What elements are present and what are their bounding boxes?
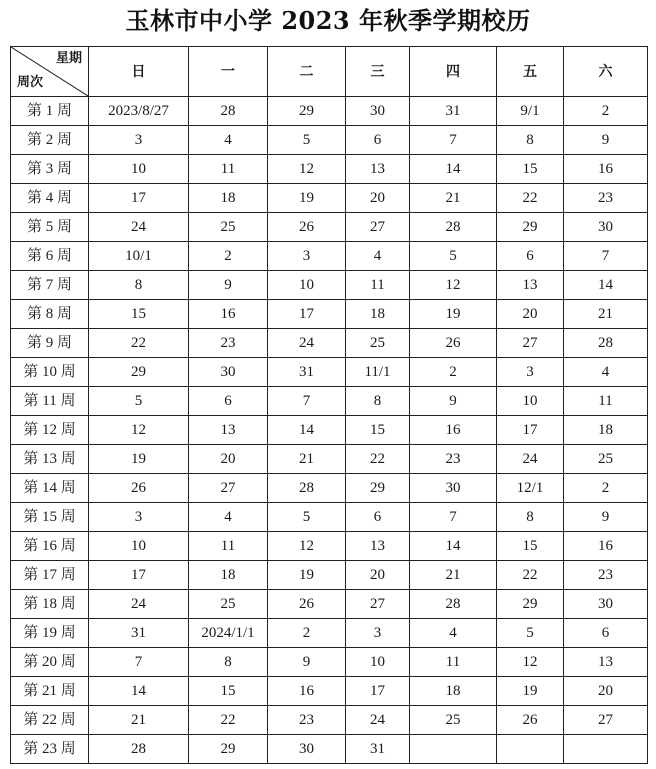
table-row — [11, 677, 648, 706]
date-cell-sat: 9 — [564, 503, 648, 532]
date-cell-sat: 7 — [564, 242, 648, 271]
table-row — [11, 619, 648, 648]
date-cell-tue: 14 — [268, 416, 346, 445]
date-cell-sat: 21 — [564, 300, 648, 329]
date-cell-tue: 26 — [268, 590, 346, 619]
page-title: 玉林市中小学 2023 年秋季学期校历 — [125, 6, 531, 35]
day-header-sat: 六 — [564, 47, 648, 97]
table-row — [11, 735, 648, 764]
day-header-thu: 四 — [410, 47, 497, 97]
date-cell-sun: 21 — [89, 706, 189, 735]
date-cell-thu: 7 — [410, 503, 497, 532]
date-cell-sat: 2 — [564, 474, 648, 503]
date-cell-wed: 11/1 — [346, 358, 410, 387]
date-cell-wed: 27 — [346, 590, 410, 619]
date-cell-wed: 11 — [346, 271, 410, 300]
date-cell-sun: 10 — [89, 532, 189, 561]
table-row — [11, 300, 648, 329]
date-cell-sat: 27 — [564, 706, 648, 735]
date-cell-sun: 12 — [89, 416, 189, 445]
date-cell-sun: 19 — [89, 445, 189, 474]
date-cell-thu: 25 — [410, 706, 497, 735]
date-cell-thu: 21 — [410, 184, 497, 213]
table-row — [11, 416, 648, 445]
date-cell-tue: 7 — [268, 387, 346, 416]
table-row — [11, 155, 648, 184]
date-cell-mon: 11 — [189, 155, 268, 184]
date-cell-sun: 26 — [89, 474, 189, 503]
date-cell-wed: 13 — [346, 532, 410, 561]
date-cell-wed: 27 — [346, 213, 410, 242]
day-header-tue: 二 — [268, 47, 346, 97]
date-cell-sun: 28 — [89, 735, 189, 764]
table-row — [11, 503, 648, 532]
table-row — [11, 561, 648, 590]
date-cell-mon: 11 — [189, 532, 268, 561]
date-cell-fri: 26 — [497, 706, 564, 735]
week-label: 第 15 周 — [11, 503, 89, 532]
week-label: 第 8 周 — [11, 300, 89, 329]
date-cell-sat: 23 — [564, 184, 648, 213]
date-cell-wed: 10 — [346, 648, 410, 677]
date-cell-wed: 13 — [346, 155, 410, 184]
date-cell-sun: 24 — [89, 213, 189, 242]
date-cell-fri: 15 — [497, 155, 564, 184]
date-cell-thu: 4 — [410, 619, 497, 648]
date-cell-fri: 29 — [497, 213, 564, 242]
date-cell-mon: 4 — [189, 503, 268, 532]
date-cell-mon: 30 — [189, 358, 268, 387]
week-label: 第 13 周 — [11, 445, 89, 474]
week-axis-label: 周次 — [17, 75, 44, 90]
week-label: 第 19 周 — [11, 619, 89, 648]
date-cell-thu: 19 — [410, 300, 497, 329]
date-cell-wed: 3 — [346, 619, 410, 648]
date-cell-tue: 26 — [268, 213, 346, 242]
date-cell-tue: 16 — [268, 677, 346, 706]
date-cell-fri: 9/1 — [497, 97, 564, 126]
date-cell-tue: 30 — [268, 735, 346, 764]
date-cell-wed: 29 — [346, 474, 410, 503]
date-cell-wed: 6 — [346, 126, 410, 155]
date-cell-tue: 19 — [268, 184, 346, 213]
week-label: 第 11 周 — [11, 387, 89, 416]
date-cell-sun: 10/1 — [89, 242, 189, 271]
date-cell-sun: 14 — [89, 677, 189, 706]
date-cell-mon: 18 — [189, 184, 268, 213]
date-cell-wed: 4 — [346, 242, 410, 271]
date-cell-thu — [410, 735, 497, 764]
date-cell-fri: 17 — [497, 416, 564, 445]
date-cell-wed: 8 — [346, 387, 410, 416]
date-cell-mon: 27 — [189, 474, 268, 503]
week-label: 第 14 周 — [11, 474, 89, 503]
date-cell-tue: 5 — [268, 503, 346, 532]
date-cell-sat: 28 — [564, 329, 648, 358]
date-cell-fri — [497, 735, 564, 764]
date-cell-fri: 13 — [497, 271, 564, 300]
date-cell-sat: 18 — [564, 416, 648, 445]
date-cell-tue: 19 — [268, 561, 346, 590]
date-cell-fri: 5 — [497, 619, 564, 648]
date-cell-tue: 10 — [268, 271, 346, 300]
date-cell-tue: 12 — [268, 532, 346, 561]
date-cell-thu: 14 — [410, 155, 497, 184]
date-cell-mon: 28 — [189, 97, 268, 126]
date-cell-mon: 15 — [189, 677, 268, 706]
date-cell-thu: 11 — [410, 648, 497, 677]
date-cell-thu: 30 — [410, 474, 497, 503]
week-label: 第 2 周 — [11, 126, 89, 155]
date-cell-tue: 9 — [268, 648, 346, 677]
date-cell-fri: 12/1 — [497, 474, 564, 503]
weekday-axis-label: 星期 — [55, 51, 82, 66]
table-row — [11, 271, 648, 300]
date-cell-fri: 27 — [497, 329, 564, 358]
date-cell-mon: 6 — [189, 387, 268, 416]
date-cell-wed: 22 — [346, 445, 410, 474]
date-cell-sun: 7 — [89, 648, 189, 677]
date-cell-wed: 25 — [346, 329, 410, 358]
week-label: 第 16 周 — [11, 532, 89, 561]
date-cell-fri: 15 — [497, 532, 564, 561]
date-cell-fri: 12 — [497, 648, 564, 677]
table-row — [11, 97, 648, 126]
date-cell-mon: 9 — [189, 271, 268, 300]
date-cell-thu: 12 — [410, 271, 497, 300]
table-row — [11, 329, 648, 358]
week-label: 第 18 周 — [11, 590, 89, 619]
date-cell-wed: 24 — [346, 706, 410, 735]
date-cell-fri: 3 — [497, 358, 564, 387]
date-cell-wed: 31 — [346, 735, 410, 764]
date-cell-sat: 20 — [564, 677, 648, 706]
date-cell-sat: 11 — [564, 387, 648, 416]
date-cell-sat: 14 — [564, 271, 648, 300]
week-label: 第 6 周 — [11, 242, 89, 271]
school-calendar-table — [10, 46, 648, 764]
date-cell-fri: 6 — [497, 242, 564, 271]
date-cell-thu: 26 — [410, 329, 497, 358]
date-cell-sun: 17 — [89, 184, 189, 213]
date-cell-mon: 2 — [189, 242, 268, 271]
date-cell-tue: 2 — [268, 619, 346, 648]
calendar-body — [11, 97, 648, 764]
date-cell-mon: 20 — [189, 445, 268, 474]
week-label: 第 10 周 — [11, 358, 89, 387]
date-cell-fri: 22 — [497, 184, 564, 213]
day-header-mon: 一 — [189, 47, 268, 97]
date-cell-sat: 13 — [564, 648, 648, 677]
date-cell-fri: 19 — [497, 677, 564, 706]
header-row — [11, 47, 648, 97]
date-cell-thu: 31 — [410, 97, 497, 126]
date-cell-mon: 4 — [189, 126, 268, 155]
date-cell-thu: 28 — [410, 213, 497, 242]
date-cell-fri: 8 — [497, 503, 564, 532]
week-label: 第 4 周 — [11, 184, 89, 213]
date-cell-mon: 23 — [189, 329, 268, 358]
date-cell-thu: 21 — [410, 561, 497, 590]
date-cell-mon: 8 — [189, 648, 268, 677]
week-label: 第 23 周 — [11, 735, 89, 764]
table-row — [11, 184, 648, 213]
date-cell-mon: 25 — [189, 590, 268, 619]
date-cell-mon: 18 — [189, 561, 268, 590]
date-cell-sat: 25 — [564, 445, 648, 474]
date-cell-tue: 28 — [268, 474, 346, 503]
date-cell-thu: 7 — [410, 126, 497, 155]
date-cell-sat: 23 — [564, 561, 648, 590]
table-row — [11, 706, 648, 735]
date-cell-tue: 23 — [268, 706, 346, 735]
day-header-wed: 三 — [346, 47, 410, 97]
date-cell-wed: 20 — [346, 561, 410, 590]
date-cell-sun: 3 — [89, 126, 189, 155]
date-cell-sun: 31 — [89, 619, 189, 648]
date-cell-sun: 17 — [89, 561, 189, 590]
table-row — [11, 648, 648, 677]
date-cell-mon: 2024/1/1 — [189, 619, 268, 648]
date-cell-tue: 31 — [268, 358, 346, 387]
date-cell-fri: 20 — [497, 300, 564, 329]
table-row — [11, 126, 648, 155]
date-cell-sun: 8 — [89, 271, 189, 300]
date-cell-mon: 16 — [189, 300, 268, 329]
week-label: 第 20 周 — [11, 648, 89, 677]
week-label: 第 3 周 — [11, 155, 89, 184]
date-cell-sat — [564, 735, 648, 764]
date-cell-mon: 22 — [189, 706, 268, 735]
date-cell-wed: 6 — [346, 503, 410, 532]
week-label: 第 7 周 — [11, 271, 89, 300]
corner-header-cell — [11, 47, 89, 97]
date-cell-sat: 16 — [564, 532, 648, 561]
date-cell-tue: 29 — [268, 97, 346, 126]
date-cell-sun: 24 — [89, 590, 189, 619]
date-cell-thu: 23 — [410, 445, 497, 474]
date-cell-sat: 9 — [564, 126, 648, 155]
date-cell-sat: 30 — [564, 213, 648, 242]
date-cell-mon: 29 — [189, 735, 268, 764]
date-cell-sat: 4 — [564, 358, 648, 387]
week-label: 第 1 周 — [11, 97, 89, 126]
date-cell-sat: 30 — [564, 590, 648, 619]
date-cell-thu: 2 — [410, 358, 497, 387]
date-cell-fri: 29 — [497, 590, 564, 619]
day-header-sun: 日 — [89, 47, 189, 97]
date-cell-sun: 5 — [89, 387, 189, 416]
table-row — [11, 445, 648, 474]
date-cell-thu: 14 — [410, 532, 497, 561]
week-label: 第 12 周 — [11, 416, 89, 445]
date-cell-fri: 22 — [497, 561, 564, 590]
date-cell-thu: 16 — [410, 416, 497, 445]
date-cell-wed: 20 — [346, 184, 410, 213]
date-cell-wed: 30 — [346, 97, 410, 126]
table-row — [11, 590, 648, 619]
date-cell-sat: 16 — [564, 155, 648, 184]
date-cell-sun: 29 — [89, 358, 189, 387]
date-cell-fri: 8 — [497, 126, 564, 155]
date-cell-sun: 10 — [89, 155, 189, 184]
date-cell-tue: 24 — [268, 329, 346, 358]
date-cell-mon: 13 — [189, 416, 268, 445]
table-row — [11, 242, 648, 271]
date-cell-thu: 5 — [410, 242, 497, 271]
date-cell-sat: 2 — [564, 97, 648, 126]
table-row — [11, 358, 648, 387]
week-label: 第 17 周 — [11, 561, 89, 590]
date-cell-wed: 17 — [346, 677, 410, 706]
week-label: 第 21 周 — [11, 677, 89, 706]
table-row — [11, 213, 648, 242]
date-cell-tue: 17 — [268, 300, 346, 329]
date-cell-sun: 15 — [89, 300, 189, 329]
date-cell-fri: 24 — [497, 445, 564, 474]
week-label: 第 22 周 — [11, 706, 89, 735]
week-label: 第 5 周 — [11, 213, 89, 242]
week-label: 第 9 周 — [11, 329, 89, 358]
date-cell-tue: 12 — [268, 155, 346, 184]
day-header-fri: 五 — [497, 47, 564, 97]
table-row — [11, 387, 648, 416]
date-cell-sun: 3 — [89, 503, 189, 532]
date-cell-wed: 18 — [346, 300, 410, 329]
date-cell-fri: 10 — [497, 387, 564, 416]
date-cell-sat: 6 — [564, 619, 648, 648]
date-cell-tue: 5 — [268, 126, 346, 155]
table-row — [11, 532, 648, 561]
date-cell-thu: 28 — [410, 590, 497, 619]
date-cell-wed: 15 — [346, 416, 410, 445]
date-cell-thu: 9 — [410, 387, 497, 416]
date-cell-thu: 18 — [410, 677, 497, 706]
date-cell-tue: 21 — [268, 445, 346, 474]
date-cell-sun: 2023/8/27 — [89, 97, 189, 126]
date-cell-sun: 22 — [89, 329, 189, 358]
date-cell-tue: 3 — [268, 242, 346, 271]
date-cell-mon: 25 — [189, 213, 268, 242]
table-row — [11, 474, 648, 503]
